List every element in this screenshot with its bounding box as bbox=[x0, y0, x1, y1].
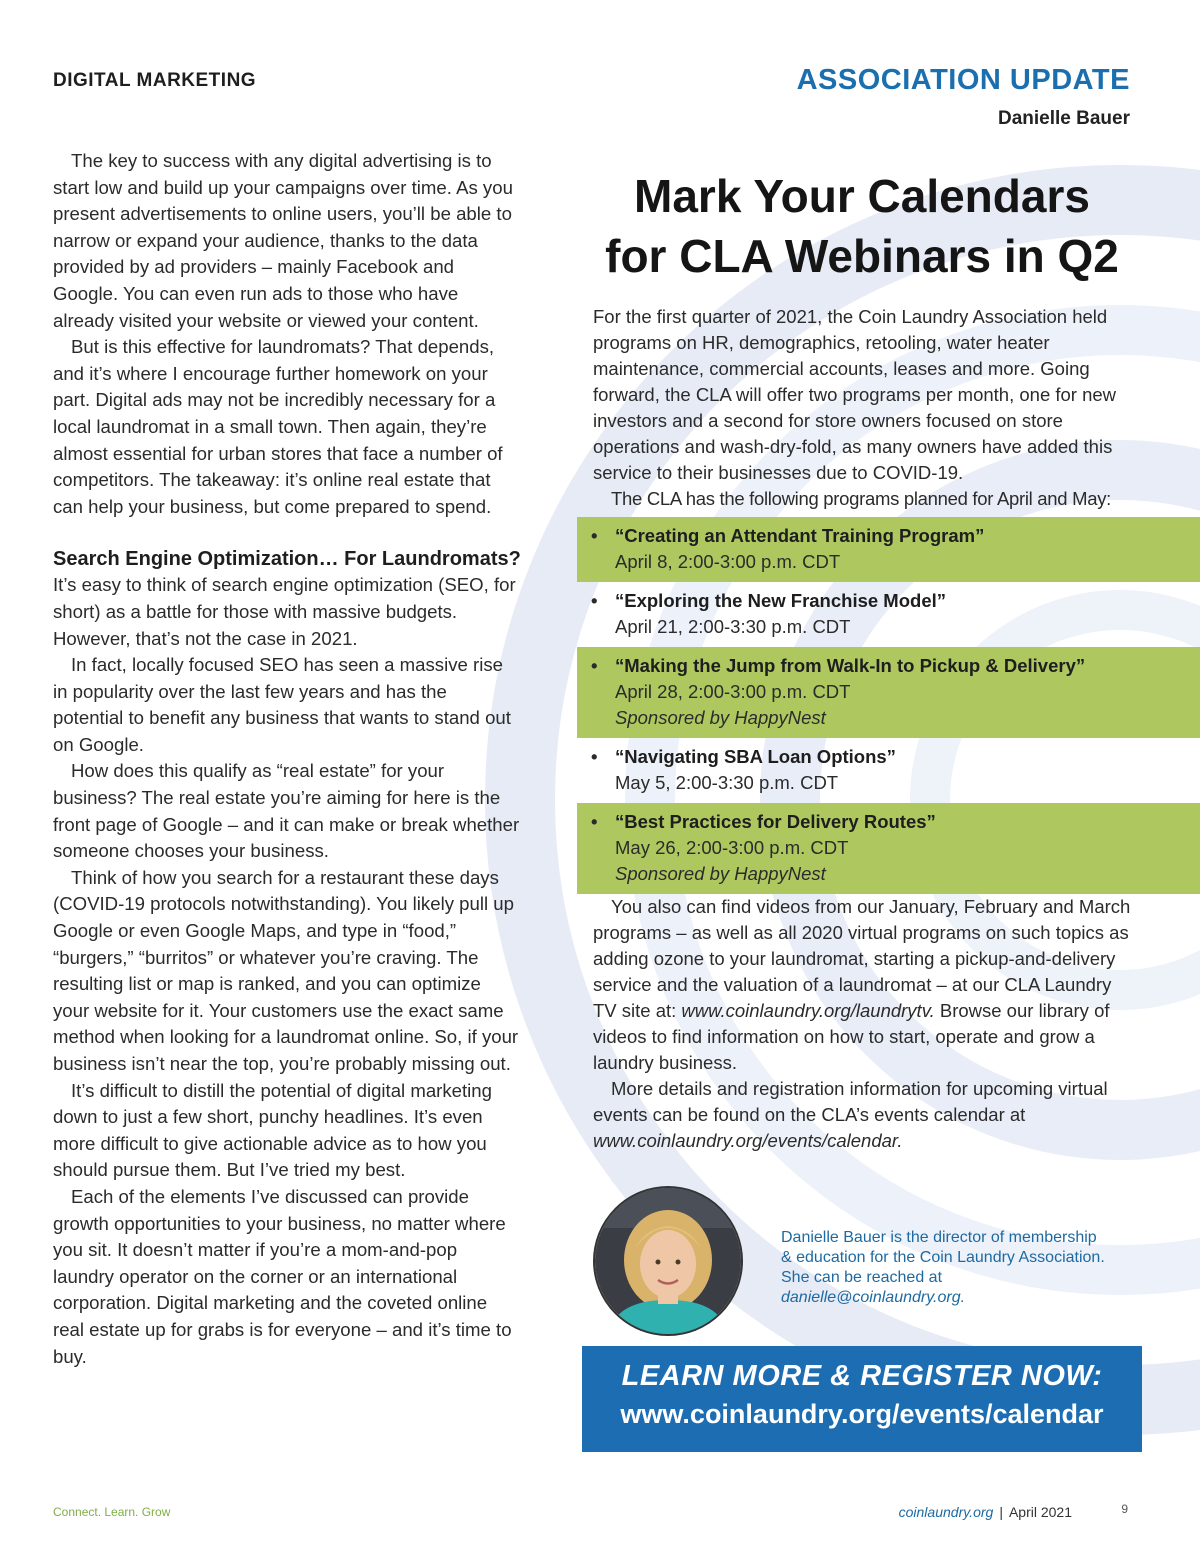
program-item bbox=[577, 803, 1200, 894]
register-cta-banner[interactable] bbox=[582, 1346, 1142, 1452]
intro-paragraph: For the first quarter of 2021, the Coin Laundry Association held programs on HR, demographics, retooling, water heater maintenance, commercial accounts, leases and more. Going forward, the CLA will offer two programs per month, one for new investors and a second for store owners focused on store operations and wash-dry-fold, as many owners have added this service to their businesses due to COVID-19. bbox=[593, 306, 1117, 483]
program-date: May 5, 2:00-3:30 p.m. CDT bbox=[615, 772, 839, 793]
paragraph: Each of the elements I’ve discussed can provide growth opportunities to your business, no matter where you sit. It doesn’t matter if you’re a mom-and-pop laundry operator on the corner or an international corporation. Digital marketing and the coveted online real estate up for grabs is for everyone – and it’s time to buy. bbox=[53, 1185, 512, 1367]
article-headline bbox=[578, 166, 1146, 286]
outro-text: Browse our library of videos to find information on how to start, operate and grow a laundry business. bbox=[593, 1000, 1110, 1073]
paragraph: How does this qualify as “real estate” for your business? The real estate you’re aiming for here is the front page of Google – and it can make or break whether someone chooses your business. bbox=[53, 760, 520, 862]
outro-paragraph bbox=[593, 1076, 1138, 1154]
headline-line-2: for CLA Webinars in Q2 bbox=[605, 230, 1119, 282]
program-date: May 26, 2:00-3:00 p.m. CDT bbox=[615, 837, 849, 858]
laundrytv-link[interactable]: www.coinlaundry.org/laundrytv. bbox=[681, 1000, 935, 1021]
bullet: • bbox=[591, 746, 598, 767]
bullet: • bbox=[591, 525, 598, 546]
bullet: • bbox=[591, 590, 598, 611]
program-date: April 28, 2:00-3:00 p.m. CDT bbox=[615, 681, 851, 702]
program-item bbox=[577, 517, 1200, 582]
bio-text: Danielle Bauer is the director of membership & education for the Coin Laundry Association. She can be reached at bbox=[781, 1229, 1105, 1286]
section-label: DIGITAL MARKETING bbox=[53, 70, 257, 91]
program-title: “Making the Jump from Walk-In to Pickup & Delivery” bbox=[615, 655, 1086, 676]
bullet: • bbox=[591, 811, 598, 832]
program-title: “Navigating SBA Loan Options” bbox=[615, 746, 896, 767]
outro-text: More details and registration information for upcoming virtual events can be found on the CLA’s events calendar at bbox=[593, 1078, 1108, 1125]
program-item bbox=[577, 738, 1200, 803]
author-byline: Danielle Bauer bbox=[998, 108, 1130, 129]
program-title: “Best Practices for Delivery Routes” bbox=[615, 811, 936, 832]
paragraph: But is this effective for laundromats? That depends, and it’s where I encourage further homework on your part. Digital ads may not be incredibly necessary for a local laundromat in a small town. Then again, they’re almost essential for urban stores that face a number of competitors. The takeaway: it’s online real estate that can help your business, but come prepared to spend. bbox=[53, 336, 503, 517]
bullet: • bbox=[591, 655, 598, 676]
program-date: April 21, 2:00-3:30 p.m. CDT bbox=[615, 616, 851, 637]
program-item bbox=[577, 647, 1200, 738]
paragraph: It’s easy to think of search engine optimization (SEO, for short) as a battle for those with massive budgets. However, that’s not the case in 2021. bbox=[53, 574, 516, 649]
author-bio bbox=[781, 1228, 1111, 1308]
author-portrait-illustration bbox=[595, 1188, 741, 1334]
headline-line-1: Mark Your Calendars bbox=[634, 170, 1090, 222]
program-date: April 8, 2:00-3:00 p.m. CDT bbox=[615, 551, 841, 572]
paragraph: In fact, locally focused SEO has seen a massive rise in popularity over the last few years and has the potential to benefit any business that wants to stand out on Google. bbox=[53, 654, 511, 755]
program-sponsor: Sponsored by HappyNest bbox=[615, 863, 826, 884]
program-title: “Creating an Attendant Training Program” bbox=[615, 525, 985, 546]
events-calendar-link[interactable]: www.coinlaundry.org/events/calendar. bbox=[593, 1130, 903, 1151]
footer-tagline: Connect. Learn. Grow bbox=[53, 1505, 171, 1519]
page-number: 9 bbox=[1121, 1502, 1128, 1516]
left-column-article bbox=[53, 148, 521, 1370]
program-list bbox=[577, 517, 1200, 894]
footer-issue: April 2021 bbox=[1008, 1504, 1072, 1520]
cta-url[interactable]: www.coinlaundry.org/events/calendar bbox=[620, 1399, 1104, 1429]
program-item bbox=[577, 582, 1200, 647]
program-sponsor: Sponsored by HappyNest bbox=[615, 707, 826, 728]
right-intro bbox=[593, 304, 1138, 512]
footer-separator: | bbox=[999, 1504, 1003, 1520]
programs-lead: The CLA has the following programs planned for April and May: bbox=[611, 488, 1111, 509]
cta-heading: LEARN MORE & REGISTER NOW: bbox=[621, 1360, 1103, 1392]
outro-text: You also can find videos from our January, February and March programs – as well as all 2020 virtual programs on such topics as adding ozone to your laundromat, starting a pickup-and-delivery service and the valuation of a laundromat – at our CLA Laundry TV site at: bbox=[593, 896, 1131, 1021]
paragraph: The key to success with any digital advertising is to start low and build up your campaigns over time. As you present advertisements to online users, you’ll be able to narrow or expand your audience, thanks to the data provided by ad providers – mainly Facebook and Google. You can even run ads to those who have already visited your website or viewed your content. bbox=[53, 150, 513, 331]
author-photo bbox=[593, 1186, 743, 1336]
footer-site-link[interactable]: coinlaundry.org bbox=[898, 1504, 994, 1520]
program-title: “Exploring the New Franchise Model” bbox=[615, 590, 946, 611]
department-title: ASSOCIATION UPDATE bbox=[796, 64, 1130, 96]
paragraph: It’s difficult to distill the potential of digital marketing down to just a few short, punchy headlines. It’s even more difficult to give actionable advice as to how you should pursue them. But I’ve tried my best. bbox=[53, 1079, 492, 1181]
footer-publication bbox=[899, 1504, 1072, 1520]
right-outro bbox=[593, 894, 1138, 1154]
paragraph: Think of how you search for a restaurant these days (COVID-19 protocols notwithstanding). You likely pull up Google or even Google Maps, and type in “food,” “burgers,” “burritos” or whatever you’re craving. The resulting list or map is ranked, and you can optimize your website for it. Your customers use the exact same method when looking for a laundromat online. So, if your business isn’t near the top, you’re probably missing out. bbox=[53, 866, 519, 1074]
subheading: Search Engine Optimization… For Laundromats? bbox=[53, 548, 521, 571]
author-email-link[interactable]: danielle@coinlaundry.org. bbox=[781, 1289, 966, 1306]
outro-paragraph bbox=[593, 894, 1138, 1076]
